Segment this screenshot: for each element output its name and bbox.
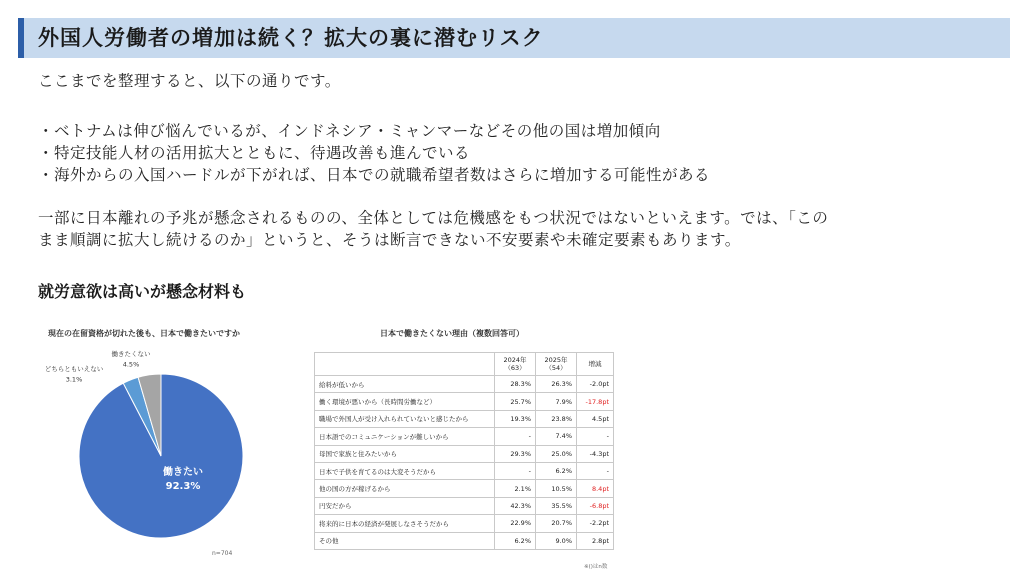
table-row bbox=[315, 376, 614, 393]
change-cell: -4.3pt bbox=[577, 445, 614, 462]
value-2024-cell: 6.2% bbox=[495, 532, 536, 549]
value-2024-cell: - bbox=[495, 462, 536, 479]
reason-cell: 日本語でのコミュニケーションが難しいから bbox=[315, 428, 495, 445]
change-cell: - bbox=[577, 428, 614, 445]
table-row bbox=[315, 410, 614, 427]
value-2024-cell: 22.9% bbox=[495, 515, 536, 532]
page-title: 外国人労働者の増加は続く？拡大の裏に潜むリスク bbox=[38, 26, 544, 50]
value-2024-cell: 29.3% bbox=[495, 445, 536, 462]
value-2025-cell: 6.2% bbox=[536, 462, 577, 479]
value-2025-cell: 20.7% bbox=[536, 515, 577, 532]
change-cell: 2.8pt bbox=[577, 532, 614, 549]
value-2025-cell: 10.5% bbox=[536, 480, 577, 497]
reason-cell: 給料が低いから bbox=[315, 376, 495, 393]
intro-text: ここまでを整理すると、以下の通りです。 bbox=[38, 72, 341, 90]
value-2025-cell: 9.0% bbox=[536, 532, 577, 549]
pie-data-value: 92.3% bbox=[165, 481, 201, 492]
reason-cell: 職場で外国人が受け入れられていないと感じたから bbox=[315, 410, 495, 427]
list-item: ・海外からの入国ハードルが下がれば、日本での就職希望者数はさらに増加する可能性がある bbox=[38, 166, 711, 184]
reason-cell: 日本で子供を育てるのは大変そうだから bbox=[315, 462, 495, 479]
table-row bbox=[315, 428, 614, 445]
reasons-table bbox=[314, 352, 614, 550]
change-cell: - bbox=[577, 462, 614, 479]
table-title: 日本で働きたくない理由（複数回答可） bbox=[380, 329, 524, 338]
table-row bbox=[315, 532, 614, 549]
table-row bbox=[315, 462, 614, 479]
change-cell: -2.0pt bbox=[577, 376, 614, 393]
value-2024-cell: - bbox=[495, 428, 536, 445]
value-2025-cell: 25.0% bbox=[536, 445, 577, 462]
change-cell: 8.4pt bbox=[577, 480, 614, 497]
list-item: ・ベトナムは伸び悩んでいるが、インドネシア・ミャンマーなどその他の国は増加傾向 bbox=[38, 122, 661, 140]
reason-cell: 母国で家族と住みたいから bbox=[315, 445, 495, 462]
pie-data-label: 働きたい bbox=[163, 467, 203, 478]
reason-cell: その他 bbox=[315, 532, 495, 549]
column-header: 2024年 （63） bbox=[495, 353, 536, 376]
pie-chart-title: 現在の在留資格が切れた後も、日本で働きたいですか bbox=[48, 329, 240, 338]
column-header: 増減 bbox=[577, 353, 614, 376]
change-cell: 4.5pt bbox=[577, 410, 614, 427]
column-header bbox=[315, 353, 495, 376]
column-header: 2025年 （54） bbox=[536, 353, 577, 376]
sample-size-note: n=704 bbox=[212, 550, 233, 557]
value-2025-cell: 23.8% bbox=[536, 410, 577, 427]
change-cell: -17.8pt bbox=[577, 393, 614, 410]
pie-data-value: 4.5% bbox=[122, 360, 140, 369]
value-2024-cell: 42.3% bbox=[495, 497, 536, 514]
table-header-row bbox=[315, 353, 614, 376]
paragraph-line: まま順調に拡大し続けるのか」というと、そうは断言できない不安要素や未確定要素もあります。 bbox=[38, 231, 741, 249]
reason-cell: 将来的に日本の経済が発展しなさそうだから bbox=[315, 515, 495, 532]
table-footnote: ※()はn数 bbox=[584, 564, 608, 570]
list-item: ・特定技能人材の活用拡大とともに、待遇改善も進んでいる bbox=[38, 144, 471, 162]
value-2025-cell: 35.5% bbox=[536, 497, 577, 514]
table-row bbox=[315, 497, 614, 514]
table-row bbox=[315, 393, 614, 410]
value-2025-cell: 7.4% bbox=[536, 428, 577, 445]
change-cell: -6.8pt bbox=[577, 497, 614, 514]
change-cell: -2.2pt bbox=[577, 515, 614, 532]
pie-data-label: どちらともいえない bbox=[44, 365, 104, 373]
value-2024-cell: 28.3% bbox=[495, 376, 536, 393]
reason-cell: 円安だから bbox=[315, 497, 495, 514]
pie-data-value: 3.1% bbox=[65, 375, 83, 384]
table-row bbox=[315, 445, 614, 462]
paragraph-line: 一部に日本離れの予兆が懸念されるものの、全体としては危機感をもつ状況ではないといえます。では、「この bbox=[38, 209, 829, 227]
value-2024-cell: 19.3% bbox=[495, 410, 536, 427]
section-subheading: 就労意欲は高いが懸念材料も bbox=[38, 282, 247, 301]
reason-cell: 働く環境が悪いから（長時間労働など） bbox=[315, 393, 495, 410]
value-2024-cell: 2.1% bbox=[495, 480, 536, 497]
value-2025-cell: 7.9% bbox=[536, 393, 577, 410]
value-2025-cell: 26.3% bbox=[536, 376, 577, 393]
table-row bbox=[315, 515, 614, 532]
value-2024-cell: 25.7% bbox=[495, 393, 536, 410]
reason-cell: 他の国の方が稼げるから bbox=[315, 480, 495, 497]
table-row bbox=[315, 480, 614, 497]
pie-data-label: 働きたくない bbox=[111, 350, 151, 358]
